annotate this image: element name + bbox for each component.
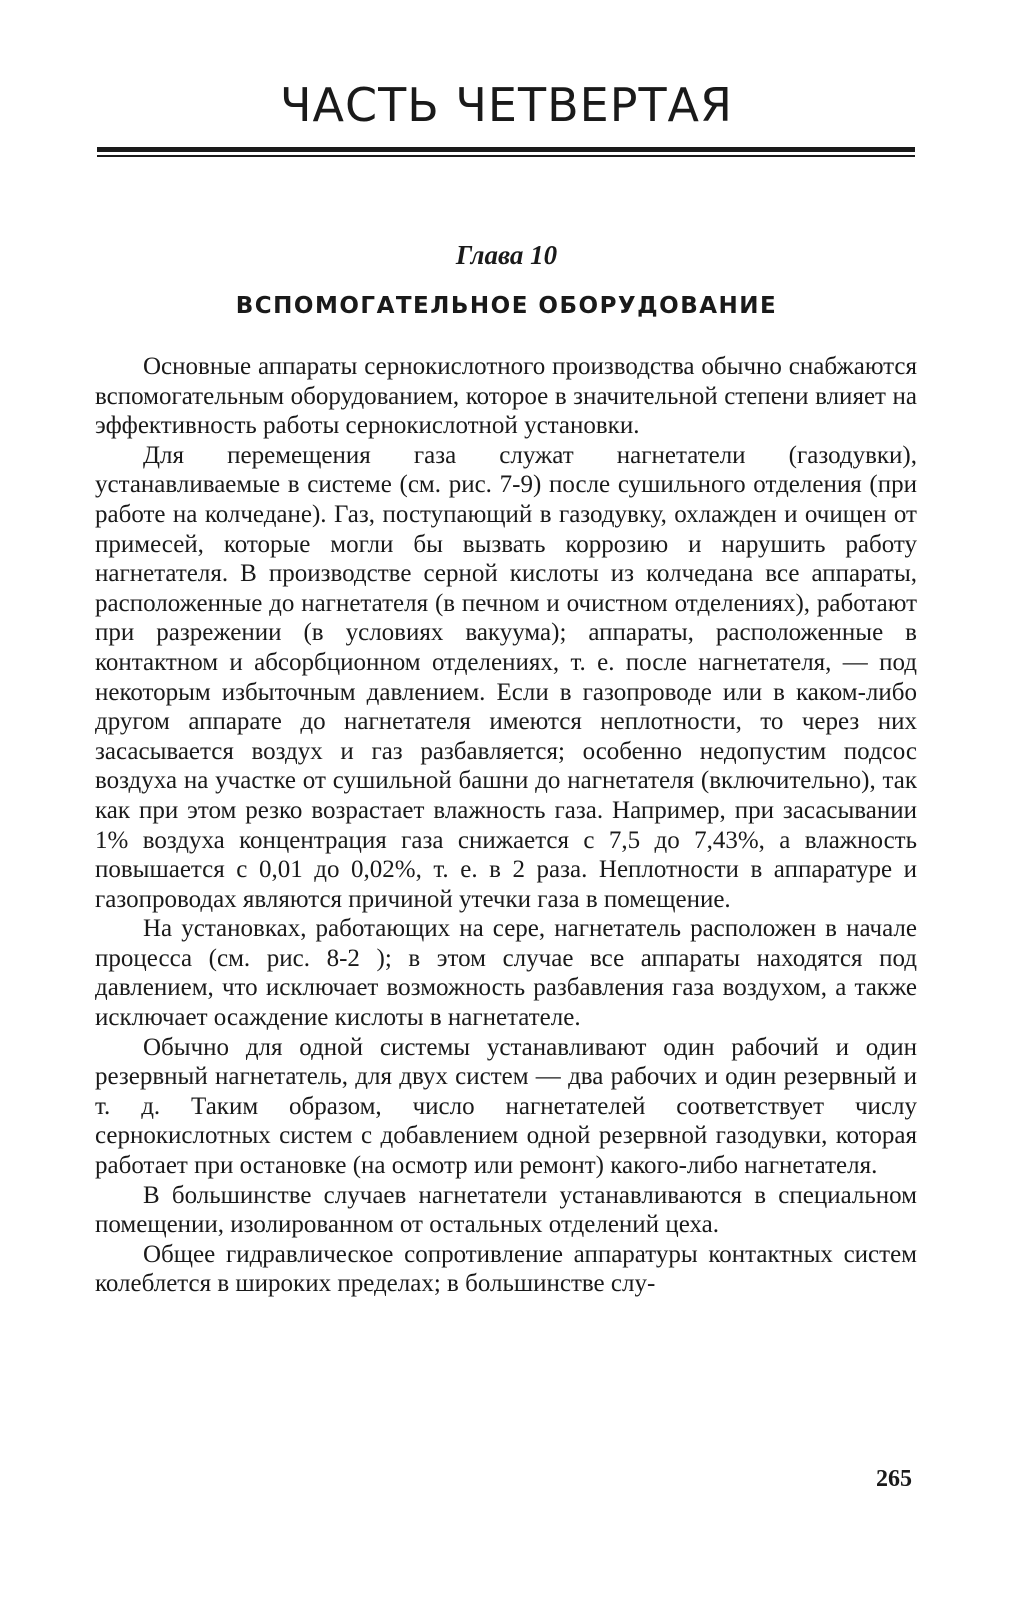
paragraph-5: В большинстве случаев нагнетатели устанавливаются в специальном помещении, изолированном от остальных отделений цеха. (95, 1181, 917, 1239)
paragraph-3: На установках, работающих на сере, нагнетатель расположен в начале процесса (см. рис. 8-2 ); в этом случае все аппараты находятся под давлением, что исключает возможность разбавления газа воздухом, а также исключает осаждение кислоты в нагнетателе. (95, 915, 917, 1032)
body-text (95, 352, 917, 1299)
chapter-label: Глава 10 (455, 240, 558, 270)
paragraph-2: Для перемещения газа служат нагнетатели (газодувки), устанавливаемые в системе (см. рис. 7-9) после сушильного отделения (при работе на колчедане). Газ, поступающий в газодувку, охлажден и очищен от примесей, которые могли бы вызвать коррозию и нарушить работу нагнетателя. В производстве серной кислоты из колчедана все аппараты, расположенные до нагнетателя (в печном и очистном отделениях), работают при разрежении (в условиях вакуума); аппараты, расположенные в контактном и абсорбционном отделениях, т. е. после нагнетателя, — под некоторым избыточным давлением. Если в газопроводе или в каком-либо другом аппарате до нагнетателя имеются неплотности, то через них засасывается воздух и газ разбавляется; особенно недопустим подсос воздуха на участке от сушильной башни до нагнетателя (включительно), так как при этом резко возрастает влажность газа. Например, при засасывании 1% воздуха концентрация газа снижается с 7,5 до 7,43%, а влажность повышается с 0,01 до 0,02%, т. е. в 2 раза. Неплотности в аппаратуре и газопроводах являются причиной утечки газа в помещение. (95, 441, 917, 913)
part-title: ЧАСТЬ ЧЕТВЕРТАЯ (280, 78, 733, 132)
chapter-title: ВСПОМОГАТЕЛЬНОЕ ОБОРУДОВАНИЕ (235, 293, 778, 319)
paragraph-4: Обычно для одной системы устанавливают один рабочий и один резервный нагнетатель, для двух систем — два рабочих и один резервный и т. д. Таким образом, число нагнетателей соответствует числу сернокислотных систем с добавлением одной резервной газодувки, которая работает при остановке (на осмотр или ремонт) какого-либо нагнетателя. (95, 1033, 917, 1180)
header-rule-thick (97, 147, 915, 152)
paragraph-6: Общее гидравлическое сопротивление аппаратуры контактных систем колеблется в широких пределах; в большинстве слу- (95, 1240, 917, 1298)
paragraph-1: Основные аппараты сернокислотного производства обычно снабжаются вспомогательным оборудованием, которое в значительной степени влияет на эффективность работы сернокислотной установки. (95, 353, 917, 440)
header-rule-thin (97, 155, 915, 157)
page-number: 265 (876, 1466, 912, 1492)
